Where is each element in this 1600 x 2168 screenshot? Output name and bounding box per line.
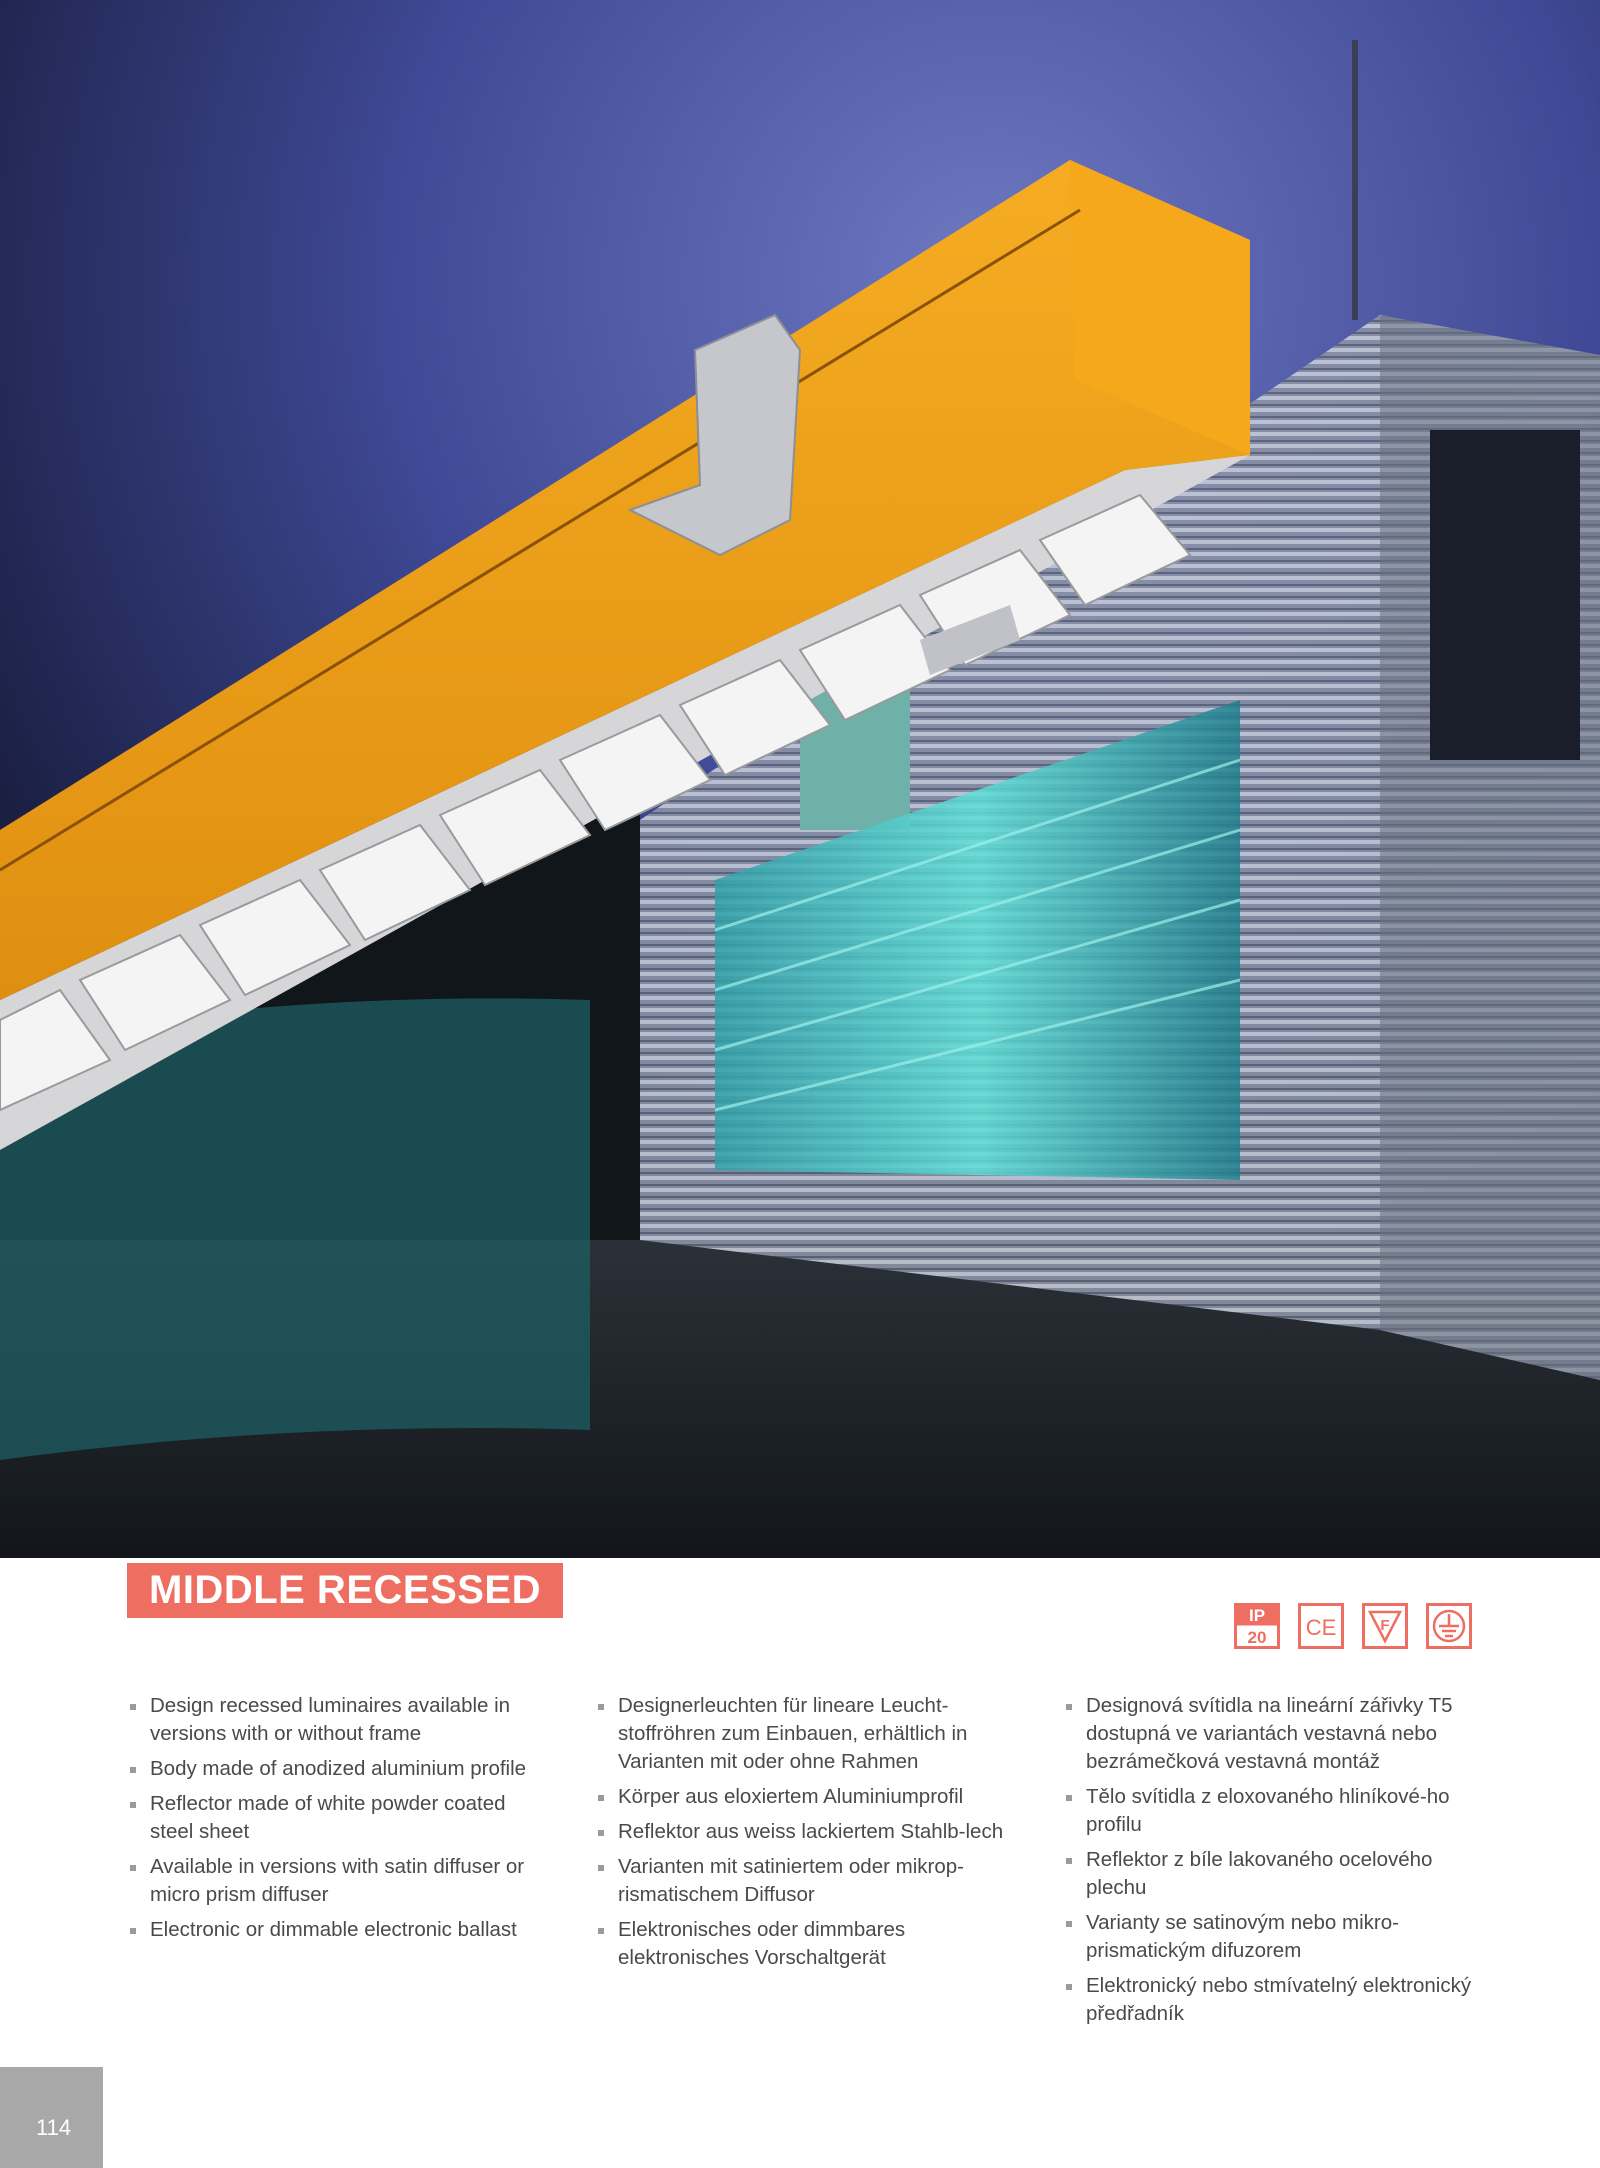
features-english: [128, 1692, 548, 1951]
svg-text:20: 20: [1247, 1628, 1267, 1647]
list-item: Reflector made of white powder coated steel sheet: [128, 1790, 548, 1846]
list-item: Designerleuchten für lineare Leucht-stoffröhren zum Einbauen, erhältlich in Varianten mit oder ohne Rahmen: [596, 1692, 1016, 1776]
page-number: 114: [36, 2115, 72, 2140]
list-item: Tělo svítidla z eloxovaného hliníkové-ho profilu: [1064, 1783, 1484, 1839]
list-item: Designová svítidla na lineární zářivky T5 dostupná ve variantách vestavná nebo bezrámečková vestavná montáž: [1064, 1692, 1484, 1776]
earth-ground-icon: [1426, 1603, 1472, 1649]
ce-mark-icon: [1298, 1603, 1344, 1649]
page-number-tab: [0, 2067, 103, 2168]
product-title: MIDDLE RECESSED: [149, 1568, 541, 1612]
list-item: Available in versions with satin diffuser or micro prism diffuser: [128, 1853, 548, 1909]
list-item: Varianten mit satiniertem oder mikrop-rismatischem Diffusor: [596, 1853, 1016, 1909]
svg-text:F: F: [1380, 1617, 1390, 1634]
list-item: Elektronisches oder dimmbares elektronisches Vorschaltgerät: [596, 1916, 1016, 1972]
list-item: Reflektor aus weiss lackiertem Stahlb-lech: [596, 1818, 1016, 1846]
features-german: [596, 1692, 1016, 1979]
list-item: Elektronický nebo stmívatelný elektronický předřadník: [1064, 1972, 1484, 2028]
list-item: Reflektor z bíle lakovaného ocelového plechu: [1064, 1846, 1484, 1902]
list-item: Body made of anodized aluminium profile: [128, 1755, 548, 1783]
product-title-banner: [127, 1563, 563, 1618]
list-item: Electronic or dimmable electronic ballast: [128, 1916, 548, 1944]
svg-text:IP: IP: [1248, 1606, 1266, 1625]
list-item: Varianty se satinovým nebo mikro-prismatickým difuzorem: [1064, 1909, 1484, 1965]
svg-text:CE: CE: [1305, 1615, 1337, 1640]
features-czech: [1064, 1692, 1484, 2035]
f-mark-icon: [1362, 1603, 1408, 1649]
list-item: Design recessed luminaires available in versions with or without frame: [128, 1692, 548, 1748]
ip20-icon: [1234, 1603, 1280, 1649]
list-item: Körper aus eloxiertem Aluminiumprofil: [596, 1783, 1016, 1811]
